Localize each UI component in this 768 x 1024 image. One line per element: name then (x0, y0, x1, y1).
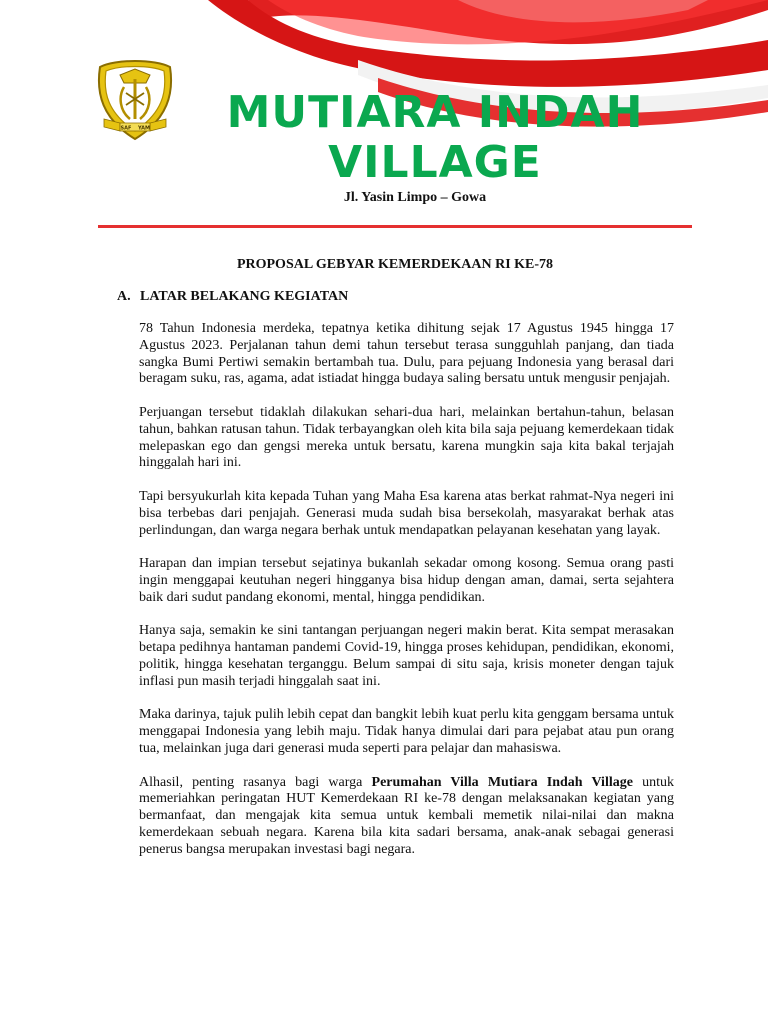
housing-name-emphasis: Perumahan Villa Mutiara Indah Village (371, 774, 633, 790)
gold-shield-emblem-icon (90, 53, 180, 143)
section-number: A. (117, 289, 131, 304)
address-line: Jl. Yasin Limpo – Gowa (343, 190, 487, 205)
village-name-title: MUTIARA INDAH VILLAGE (226, 87, 644, 188)
proposal-title: PROPOSAL GEBYAR KEMERDEKAAN RI KE-78 (236, 257, 554, 272)
body-paragraph-last (139, 775, 674, 859)
body-paragraph: Perjuangan tersebut tidaklah dilakukan sehari-dua hari, melainkan bertahun-tahun, belasan tahun, bahkan ratusan tahun. Tidak terbayangkan oleh kita bila saja pejuang kemerdekaan tidak melepaskan ego dan gengsi mereka untuk bersatu, karena mungkin saja kita bakal terjajah hinggalah hari ini. (139, 404, 674, 471)
section-heading (117, 289, 348, 305)
body-paragraph: Tapi bersyukurlah kita kepada Tuhan yang Maha Esa karena atas berkat rahmat-Nya negeri ini bisa terbebas dari penjajah. Generasi muda sudah bisa bersekolah, masyarakat berhak atas perlindungan, dan warga negara berhak untuk mendapatkan pelayanan kesehatan yang layak. (139, 488, 674, 538)
body-paragraph: Maka darinya, tajuk pulih lebih cepat dan bangkit lebih kuat perlu kita genggam bersama untuk menggapai Indonesia yang lebih maju. Tidak hanya dimulai dari para pejabat atau pun orang tua, melainkan juga dari generasi muda seperti para pelajar dan mahasiswa. (139, 707, 674, 756)
emblem-ribbon-right: YAM (138, 125, 150, 132)
last-paragraph-lead: Alhasil, penting rasanya bagi warga (139, 774, 372, 790)
organization-emblem (90, 53, 180, 143)
emblem-ribbon-left: SAF (120, 125, 132, 132)
header-divider (98, 225, 692, 228)
section-title: LATAR BELAKANG KEGIATAN (140, 289, 349, 304)
section-body (139, 321, 674, 875)
last-paragraph-rest: untuk memeriahkan peringatan HUT Kemerdekaan RI ke-78 dengan melaksanakan kegiatan yang bermanfaat, dan mengajak kita semua untuk kembali memetik nilai-nilai dan makna kemerdekaan sebuah negara. Karena bila kita sadari bersama, anak-anak sebagai generasi penerus bangsa merupakan investasi bagi negara. (139, 774, 674, 857)
body-paragraph: Hanya saja, semakin ke sini tantangan perjuangan negeri makin berat. Kita sempat merasakan betapa pedihnya hantaman pandemi Covid-19, hingga proses kehidupan, pendidikan, ekonomi, politik, hingga kesehatan terganggu. Belum sampai di situ saja, krisis moneter dengan tajuk inflasi pun masih terjadi hinggalah saat ini. (139, 623, 674, 689)
body-paragraph: 78 Tahun Indonesia merdeka, tepatnya ketika dihitung sejak 17 Agustus 1945 hingga 17 Agustus 2023. Perjalanan tahun demi tahun tersebut terasa sungguhlah panjang, dan tiada sangka Bumi Pertiwi semakin bertambah tua. Dulu, para pejuang Indonesia yang berasal dari beragam suku, ras, agama, adat istiadat hingga budaya saling bersatu untuk mengusir penjajah. (139, 321, 674, 387)
body-paragraph: Harapan dan impian tersebut sejatinya bukanlah sekadar omong kosong. Semua orang pasti ingin menggapai keutuhan negeri hingganya bisa hidup dengan aman, damai, serta sejahtera baik dari sudut pandang ekonomi, mental, hingga pendidikan. (139, 556, 674, 605)
